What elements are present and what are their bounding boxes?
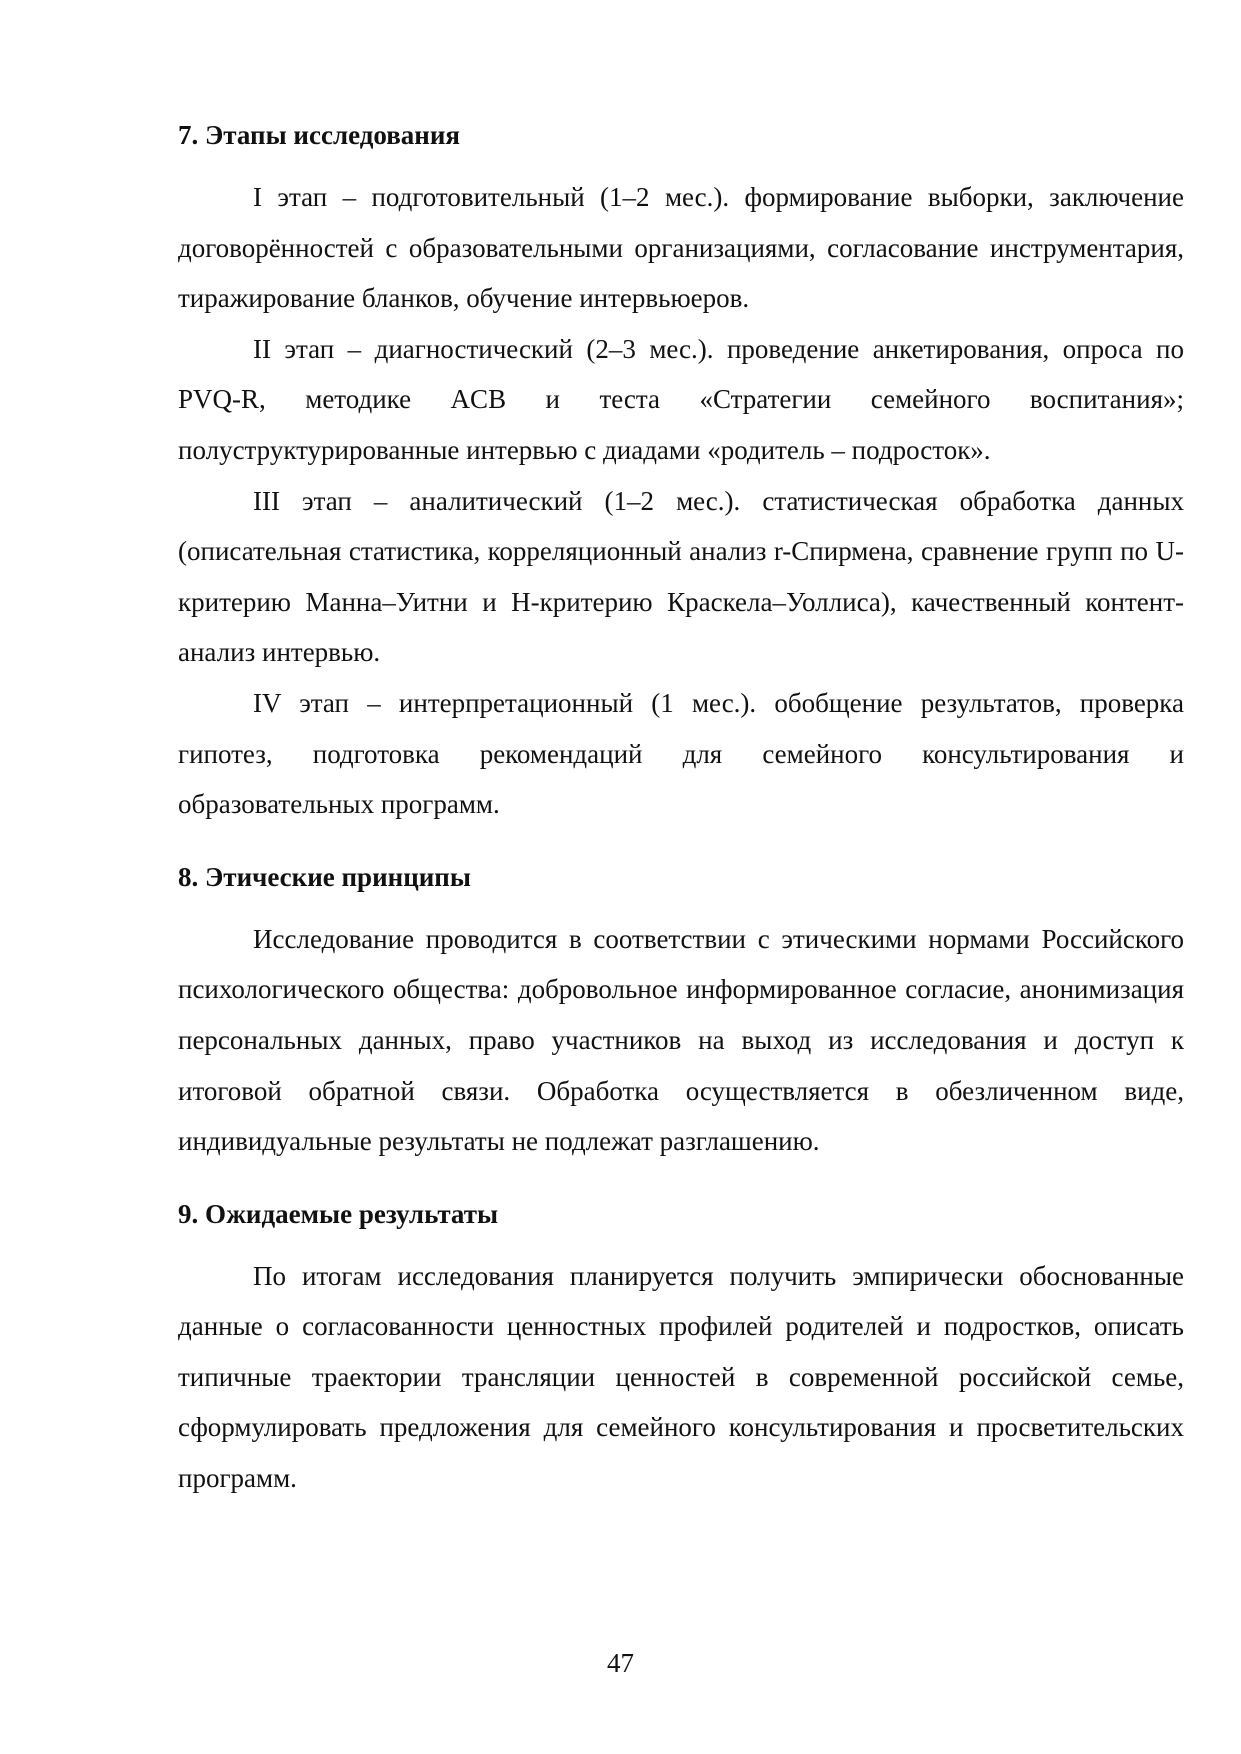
paragraph-results: По итогам исследования планируется получить эмпирически обоснованные данные о согласованности ценностных профилей родителей и подростков, описать типичные траектории трансляции ценностей в современной российской семье, сформулировать предложения для семейного консультирования и просветительских программ. (178, 1260, 1184, 1494)
paragraph-ethics: Исследование проводится в соответствии с этическими нормами Российского психологического общества: добровольное информированное согласие, анонимизация персональных данных, право участников на выход из исследования и доступ к итоговой обратной связи. Обработка осуществляется в обезличенном виде, индивидуальные результаты не подлежат разглашению. (178, 923, 1184, 1157)
paragraph-stage-3: III этап – аналитический (1–2 мес.). статистическая обработка данных (описательная статистика, корреляционный анализ r-Спирмена, сравнение групп по U-критерию Манна–Уитни и H-критерию Краскела–Уоллиса), качественный контент-анализ интервью. (178, 485, 1184, 668)
paragraph-stage-2: II этап – диагностический (2–3 мес.). проведение анкетирования, опроса по PVQ-R, методике ACB и теста «Стратегии семейного воспитания»; полуструктурированные интервью с диадами «родитель – подросток». (178, 333, 1184, 465)
section-heading-stages: 7. Этапы исследования (178, 120, 461, 150)
page-number: 47 (607, 1648, 634, 1678)
document-page (178, 110, 1184, 1504)
paragraph-stage-4: IV этап – интерпретационный (1 мес.). обобщение результатов, проверка гипотез, подготовка рекомендаций для семейного консультирования и образовательных программ. (178, 687, 1184, 820)
section-heading-ethics: 8. Этические принципы (178, 861, 471, 892)
paragraph-stage-1: I этап – подготовительный (1–2 мес.). формирование выборки, заключение договорённостей с образовательными организациями, согласование инструментария, тиражирование бланков, обучение интервьюеров. (178, 182, 1184, 314)
section-heading-results: 9. Ожидаемые результаты (178, 1198, 499, 1229)
